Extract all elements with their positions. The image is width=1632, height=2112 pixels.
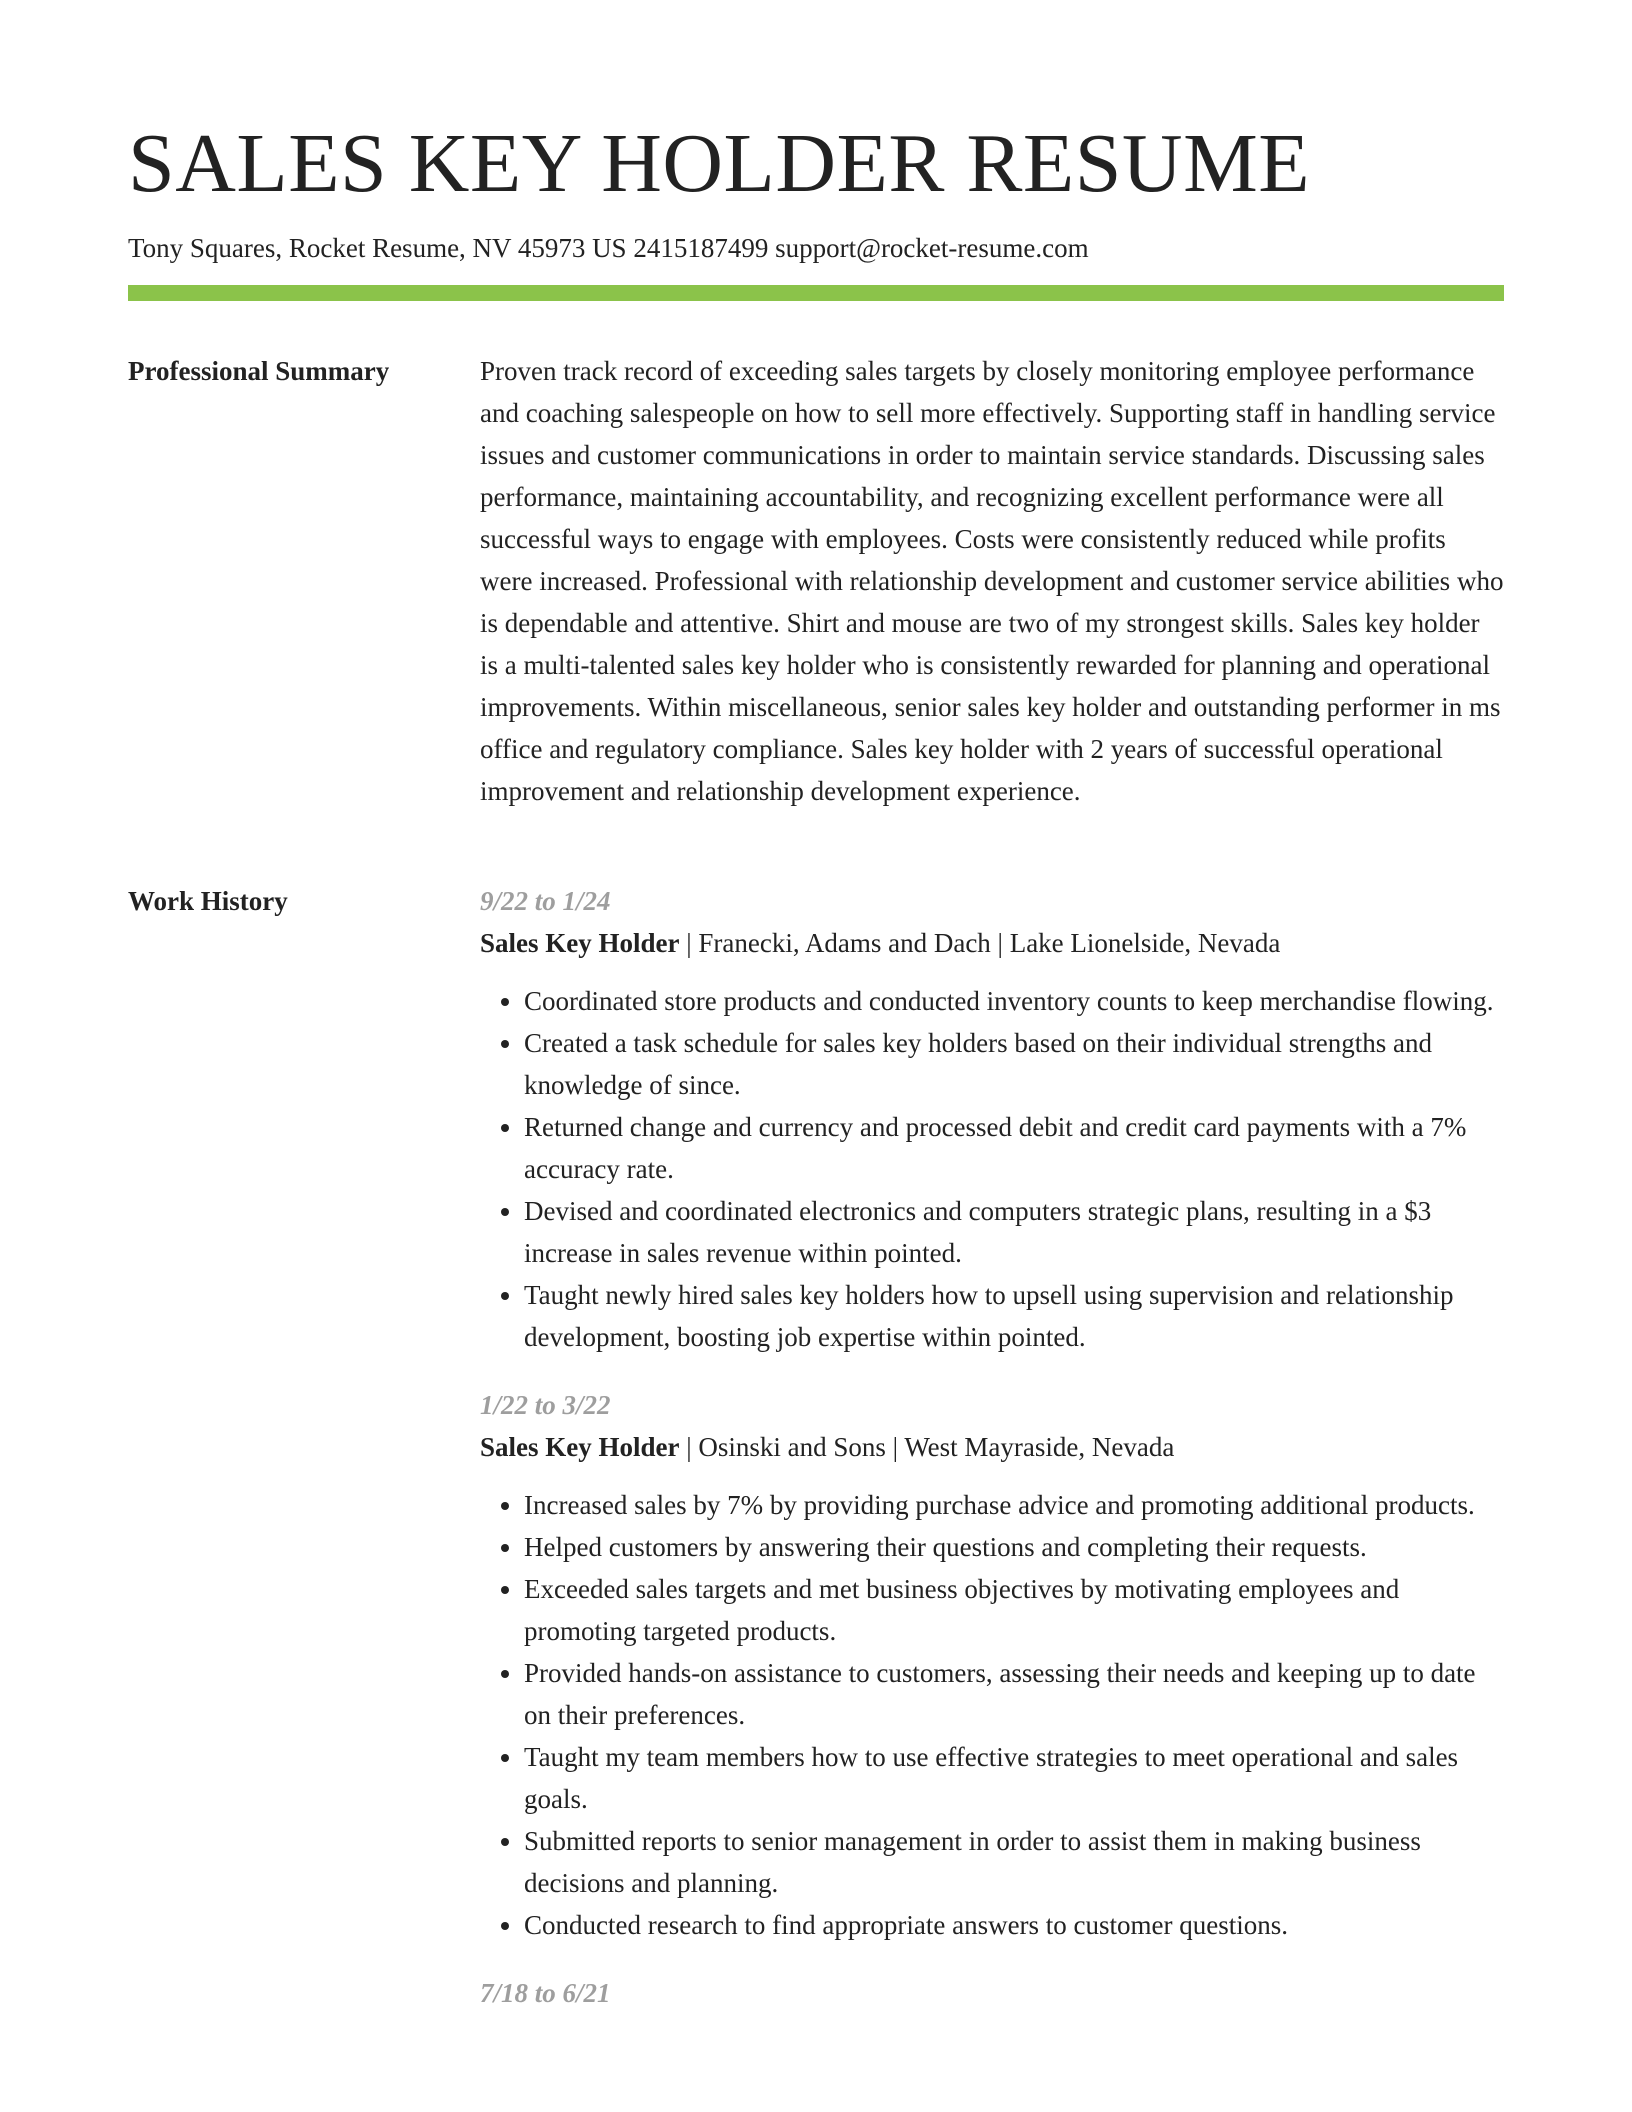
section-label-work-history: Work History: [128, 886, 288, 916]
job-duties-list: [480, 1484, 1504, 1946]
job-entry: [480, 1972, 1504, 2014]
list-item: • Helped customers by answering their questions and completing their requests.: [524, 1526, 1504, 1568]
section-label-summary: Professional Summary: [128, 356, 390, 386]
summary-body: [480, 350, 1504, 812]
list-item: • Returned change and currency and processed debit and credit card payments with a 7% accuracy rate.: [524, 1106, 1504, 1190]
resume-title: SALES KEY HOLDER RESUME: [128, 117, 1311, 210]
job-heading: [480, 922, 1504, 964]
summary-text: Proven track record of exceeding sales targets by closely monitoring employee performance and coaching salespeople on how to sell more effectively. Supporting staff in handling service issues and customer communications in order to maintain service standards. Discussing sales performance, maintaining accountability, and recognizing excellent performance were all successful ways to engage with employees. Costs were consistently reduced while profits were increased. Professional with relationship development and customer service abilities who is dependable and attentive. Shirt and mouse are two of my strongest skills. Sales key holder is a multi-talented sales key holder who is consistently rewarded for planning and operational improvements. Within miscellaneous, senior sales key holder and outstanding performer in ms office and regulatory compliance. Sales key holder with 2 years of successful operational improvement and relationship development experience.: [480, 356, 1504, 806]
list-item: • Exceeded sales targets and met business objectives by motivating employees and promoting targeted products.: [524, 1568, 1504, 1652]
accent-divider: [128, 285, 1504, 301]
job-entry: [480, 1384, 1504, 1946]
job-company-location: | Osinski and Sons | West Mayraside, Nevada: [679, 1432, 1175, 1462]
job-duties-list: [480, 980, 1504, 1358]
job-dates: 9/22 to 1/24: [480, 886, 611, 916]
list-item: • Conducted research to find appropriate answers to customer questions.: [524, 1904, 1504, 1946]
list-item: • Taught newly hired sales key holders how to upsell using supervision and relationship development, boosting job expertise within pointed.: [524, 1274, 1504, 1358]
list-item: • Taught my team members how to use effective strategies to meet operational and sales goals.: [524, 1736, 1504, 1820]
job-heading: [480, 1426, 1504, 1468]
list-item: • Coordinated store products and conducted inventory counts to keep merchandise flowing.: [524, 980, 1504, 1022]
list-item: • Created a task schedule for sales key holders based on their individual strengths and knowledge of since.: [524, 1022, 1504, 1106]
contact-line: Tony Squares, Rocket Resume, NV 45973 US 2415187499 support@rocket-resume.com: [128, 233, 1089, 263]
list-item: • Submitted reports to senior management in order to assist them in making business decisions and planning.: [524, 1820, 1504, 1904]
list-item: • Provided hands-on assistance to customers, assessing their needs and keeping up to date on their preferences.: [524, 1652, 1504, 1736]
job-company-location: | Franecki, Adams and Dach | Lake Lionelside, Nevada: [679, 928, 1281, 958]
job-title: Sales Key Holder: [480, 1432, 680, 1462]
list-item: • Increased sales by 7% by providing purchase advice and promoting additional products.: [524, 1484, 1504, 1526]
list-item: • Devised and coordinated electronics and computers strategic plans, resulting in a $3 increase in sales revenue within pointed.: [524, 1190, 1504, 1274]
job-title: Sales Key Holder: [480, 928, 680, 958]
job-dates: 1/22 to 3/22: [480, 1390, 611, 1420]
job-dates: 7/18 to 6/21: [480, 1978, 611, 2008]
work-history-body: [480, 880, 1504, 2040]
job-entry: [480, 880, 1504, 1358]
